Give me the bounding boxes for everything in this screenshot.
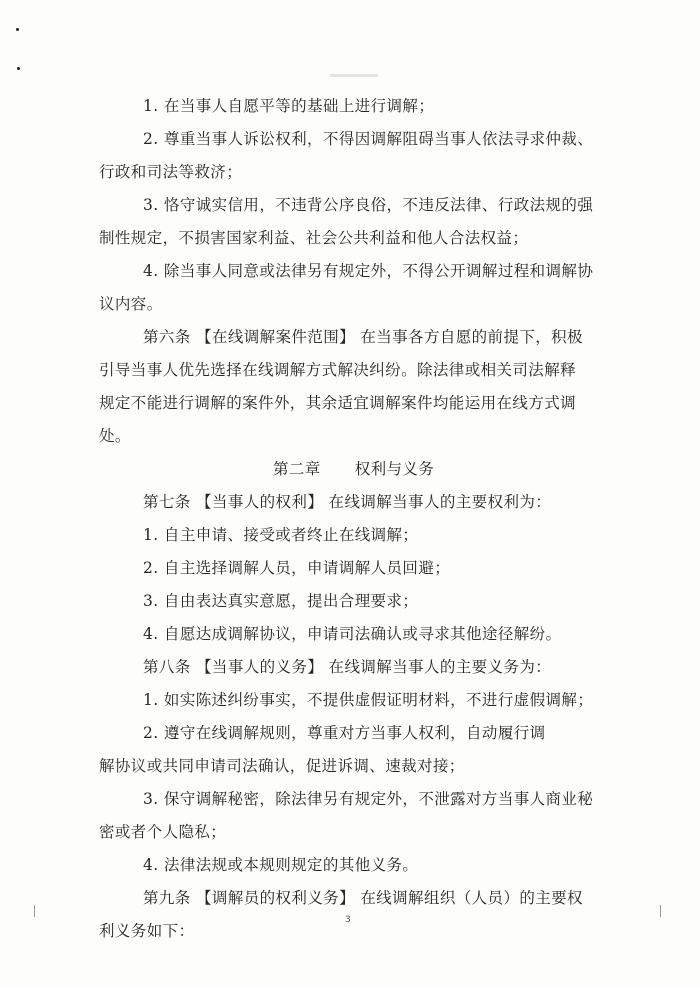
text-line: 4. 法律法规或本规则规定的其他义务。 <box>143 856 419 874</box>
text-line: 利义务如下： <box>99 922 195 940</box>
text-line: 3. 恪守诚实信用，不违背公序良俗，不违反法律、行政法规的强 <box>143 196 594 214</box>
article-heading: 第六条 【在线调解案件范围】 在当事各方自愿的前提下，积极 <box>143 328 583 346</box>
text-line: 处。 <box>99 427 131 445</box>
text-line: 2. 遵守在线调解规则，尊重对方当事人权利，自动履行调 <box>143 724 546 742</box>
article-heading: 第九条 【调解员的权利义务】 在线调解组织（人员）的主要权 <box>143 889 583 907</box>
chapter-number: 第二章 <box>273 460 321 478</box>
text-line: 2. 自主选择调解人员，申请调解人员回避； <box>143 559 451 577</box>
scan-edge-mark <box>34 905 35 917</box>
text-line: 4. 除当事人同意或法律另有规定外，不得公开调解过程和调解协 <box>143 262 594 280</box>
text-line: 规定不能进行调解的案件外，其余适宜调解案件均能运用在线方式调 <box>99 394 577 412</box>
text-line: 议内容。 <box>99 295 163 313</box>
text-line: 制性规定，不损害国家利益、社会公共利益和他人合法权益； <box>99 229 529 247</box>
text-line: 3. 自由表达真实意愿，提出合理要求； <box>143 592 419 610</box>
article-heading: 第七条 【当事人的权利】 在线调解当事人的主要权利为： <box>143 493 552 511</box>
text-line: 引导当事人优先选择在线调解方式解决纠纷。除法律或相关司法解释 <box>99 361 577 379</box>
text-line: 2. 尊重当事人诉讼权利，不得因调解阻碍当事人依法寻求仲裁、 <box>143 130 594 148</box>
text-line: 4. 自愿达成调解协议，申请司法确认或寻求其他途径解纷。 <box>143 625 562 643</box>
text-line: 解协议或共同申请司法确认，促进诉调、速裁对接； <box>99 757 465 775</box>
text-line: 密或者个人隐私； <box>99 823 227 841</box>
scan-speck <box>17 67 20 70</box>
article-heading: 第八条 【当事人的义务】 在线调解当事人的主要义务为： <box>143 658 552 676</box>
chapter-heading <box>273 459 434 479</box>
page-number: 3 <box>345 915 351 925</box>
chapter-title: 权利与义务 <box>354 460 435 478</box>
header-smudge <box>330 74 378 77</box>
text-line: 1. 在当事人自愿平等的基础上进行调解； <box>143 97 435 115</box>
scan-speck <box>16 28 19 31</box>
scan-edge-mark <box>660 905 661 917</box>
text-line: 3. 保守调解秘密，除法律另有规定外，不泄露对方当事人商业秘 <box>143 790 594 808</box>
text-line: 1. 自主申请、接受或者终止在线调解； <box>143 526 419 544</box>
text-line: 1. 如实陈述纠纷事实，不提供虚假证明材料，不进行虚假调解； <box>143 691 594 709</box>
text-line: 行政和司法等救济； <box>99 163 243 181</box>
